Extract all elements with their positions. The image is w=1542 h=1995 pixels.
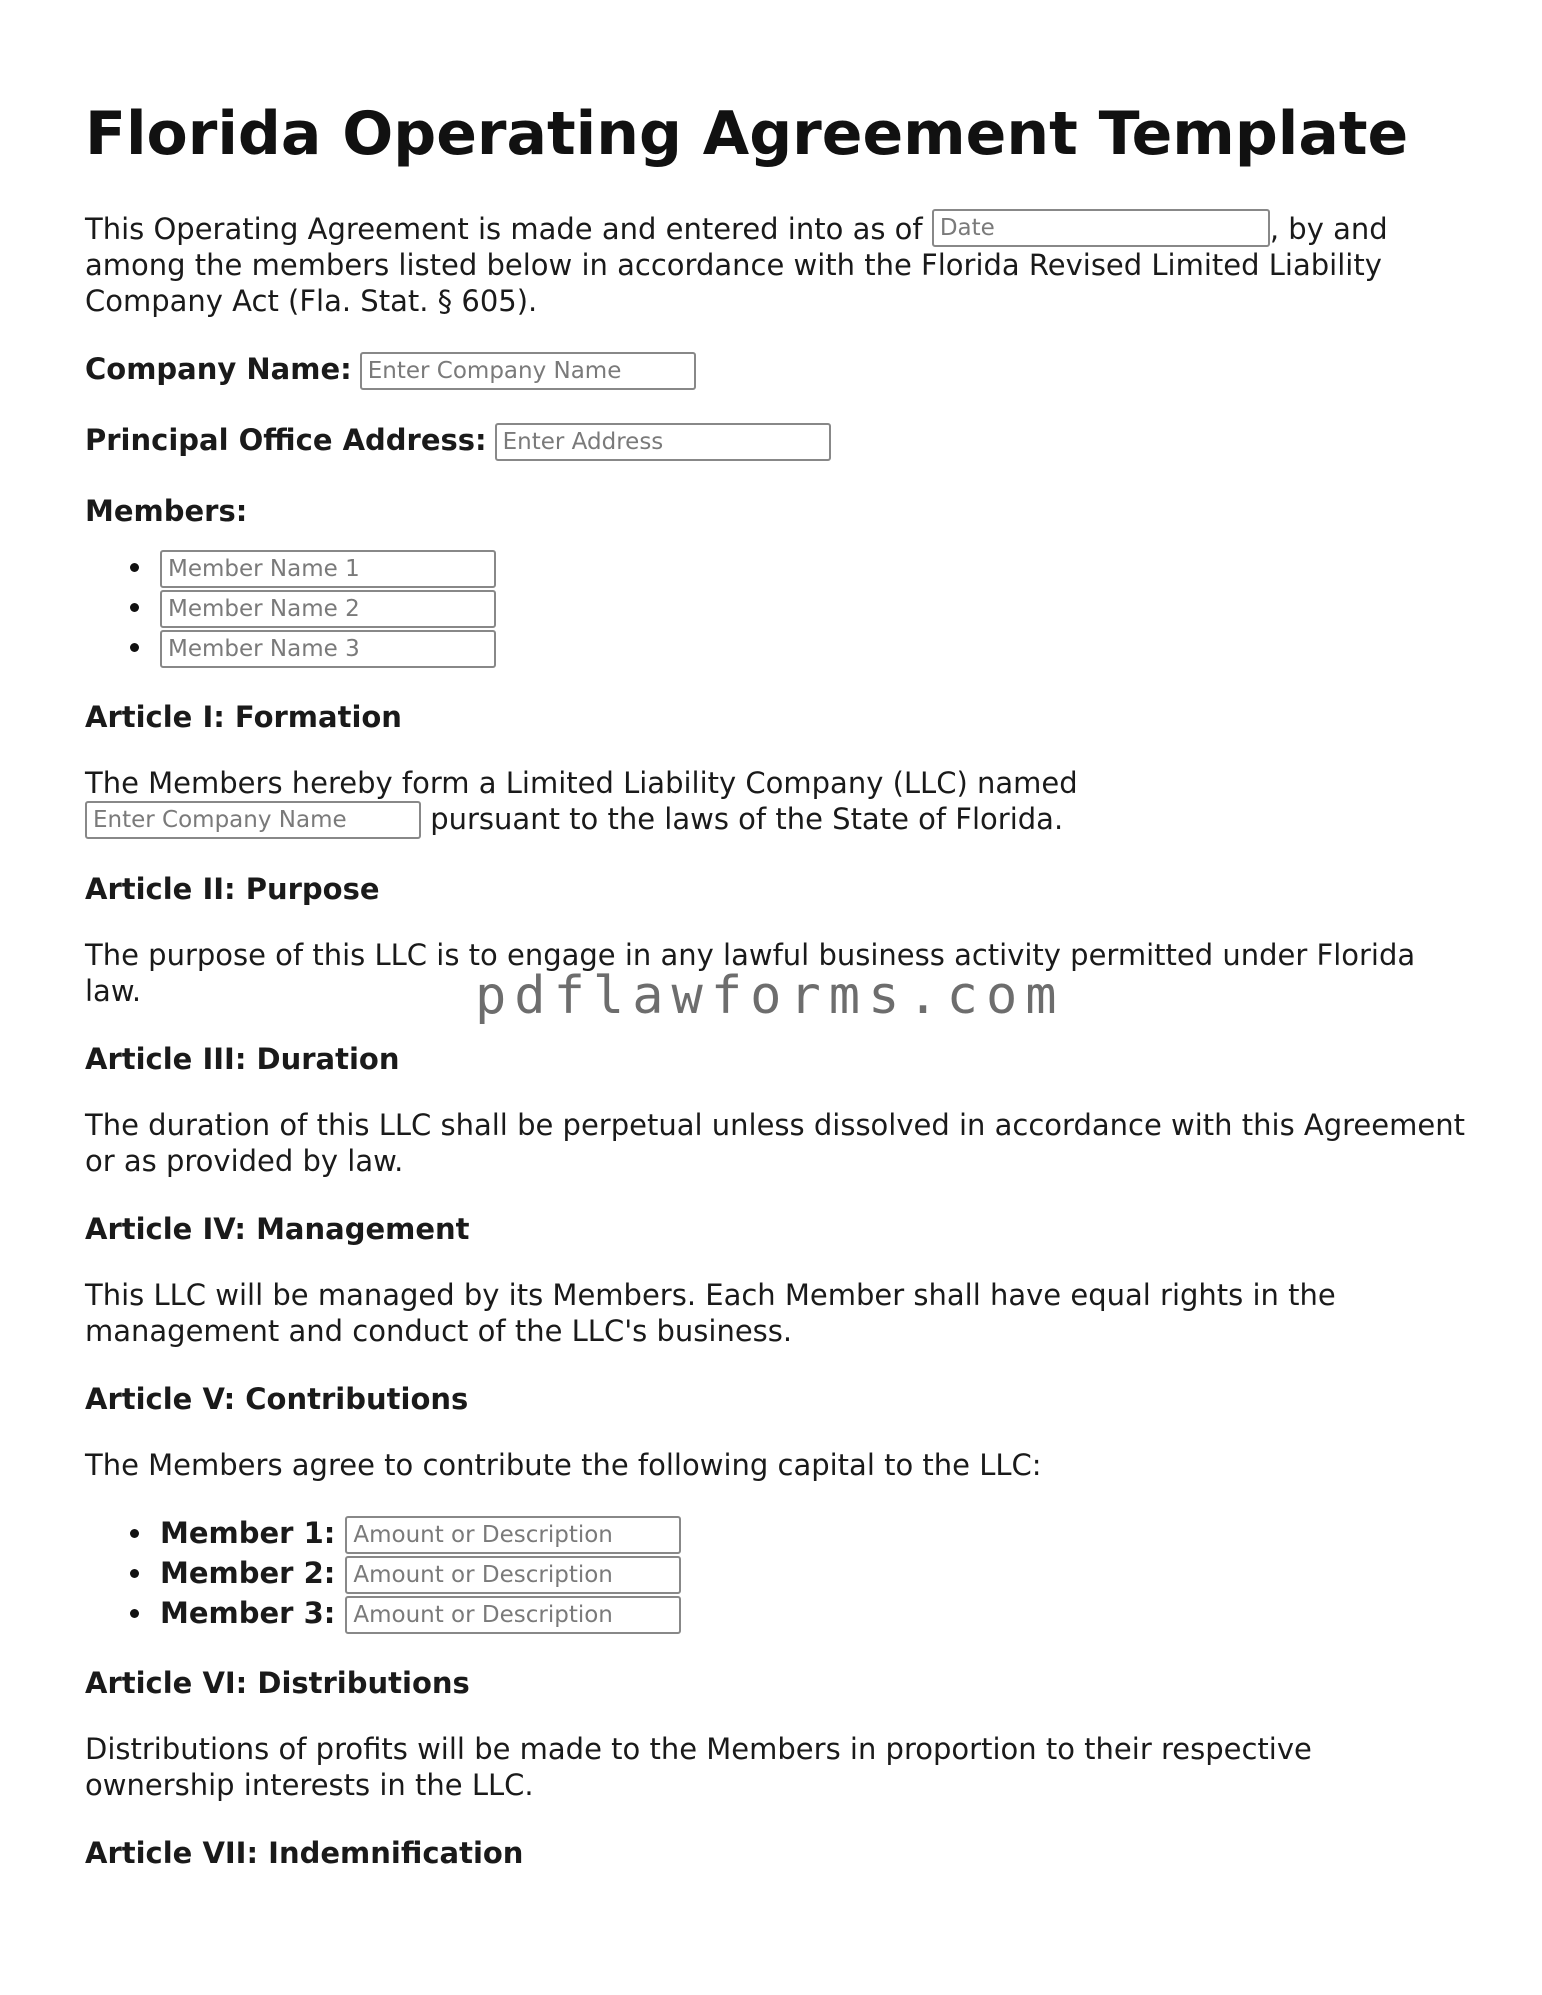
principal-office-address-input[interactable] <box>495 423 831 461</box>
date-input[interactable] <box>932 209 1270 247</box>
article-contributions-heading: Article V: Contributions <box>85 1382 469 1416</box>
article-formation-heading: Article I: Formation <box>85 700 402 734</box>
article-formation <box>85 697 1465 839</box>
member-name-1-input[interactable] <box>160 550 496 588</box>
article-purpose <box>85 869 1465 1009</box>
list-item <box>160 587 1465 627</box>
watermark: pdflawforms.com <box>475 966 1065 1026</box>
article-duration <box>85 1039 1465 1179</box>
formation-text-after: pursuant to the laws of the State of Florida. <box>421 802 1064 836</box>
list-item <box>160 627 1465 667</box>
list-item <box>160 547 1465 587</box>
article-purpose-heading: Article II: Purpose <box>85 872 380 906</box>
principal-office-address-label: Principal Office Address: <box>85 423 487 457</box>
intro-text-before: This Operating Agreement is made and entered into as of <box>85 212 932 246</box>
members-heading: Members: <box>85 494 248 528</box>
article-contributions-text: The Members agree to contribute the following capital to the LLC: <box>85 1448 1042 1482</box>
list-item <box>160 1553 1465 1593</box>
intro-text-after: , by and among the members listed below in accordance with the Florida Revised Limited Liability Company Act (Fla. Stat. § 605). <box>85 212 1388 318</box>
article-formation-text <box>85 765 1465 839</box>
contribution-member-2-input[interactable] <box>345 1556 681 1594</box>
contribution-member-1-input[interactable] <box>345 1516 681 1554</box>
contribution-member-1-label: Member 1: <box>160 1516 336 1550</box>
company-name-label: Company Name: <box>85 352 352 386</box>
company-name-row <box>85 349 1465 390</box>
document-page <box>85 100 1465 1903</box>
contribution-member-3-input[interactable] <box>345 1596 681 1634</box>
contribution-member-3-label: Member 3: <box>160 1596 336 1630</box>
article-management <box>85 1209 1465 1349</box>
article-purpose-text: The purpose of this LLC is to engage in any lawful business activity permitted under Florida law. <box>85 938 1416 1008</box>
page-title: Florida Operating Agreement Template <box>85 99 1409 169</box>
contribution-member-2-label: Member 2: <box>160 1556 336 1590</box>
article-indemnification-heading: Article VII: Indemnification <box>85 1836 524 1870</box>
list-item <box>160 1513 1465 1553</box>
company-name-input[interactable] <box>360 352 696 390</box>
article-distributions-heading: Article VI: Distributions <box>85 1666 470 1700</box>
contribution-list <box>85 1513 1465 1633</box>
article-distributions-text: Distributions of profits will be made to the Members in proportion to their respective ownership interests in the LLC. <box>85 1732 1312 1802</box>
article-management-text: This LLC will be managed by its Members. Each Member shall have equal rights in the management and conduct of the LLC's business. <box>85 1278 1336 1348</box>
article-distributions <box>85 1663 1465 1803</box>
member-name-2-input[interactable] <box>160 590 496 628</box>
article-indemnification <box>85 1833 1465 1873</box>
article-duration-heading: Article III: Duration <box>85 1042 400 1076</box>
member-name-3-input[interactable] <box>160 630 496 668</box>
article-contributions <box>85 1379 1465 1633</box>
article-duration-text: The duration of this LLC shall be perpetual unless dissolved in accordance with this Agreement or as provided by law. <box>85 1108 1465 1178</box>
principal-office-address-row <box>85 420 1465 461</box>
article-management-heading: Article IV: Management <box>85 1212 470 1246</box>
intro-paragraph <box>85 211 1465 319</box>
member-name-list <box>85 547 1465 667</box>
formation-company-name-input[interactable] <box>85 801 421 839</box>
list-item <box>160 1593 1465 1633</box>
formation-text-before: The Members hereby form a Limited Liability Company (LLC) named <box>85 766 1078 800</box>
